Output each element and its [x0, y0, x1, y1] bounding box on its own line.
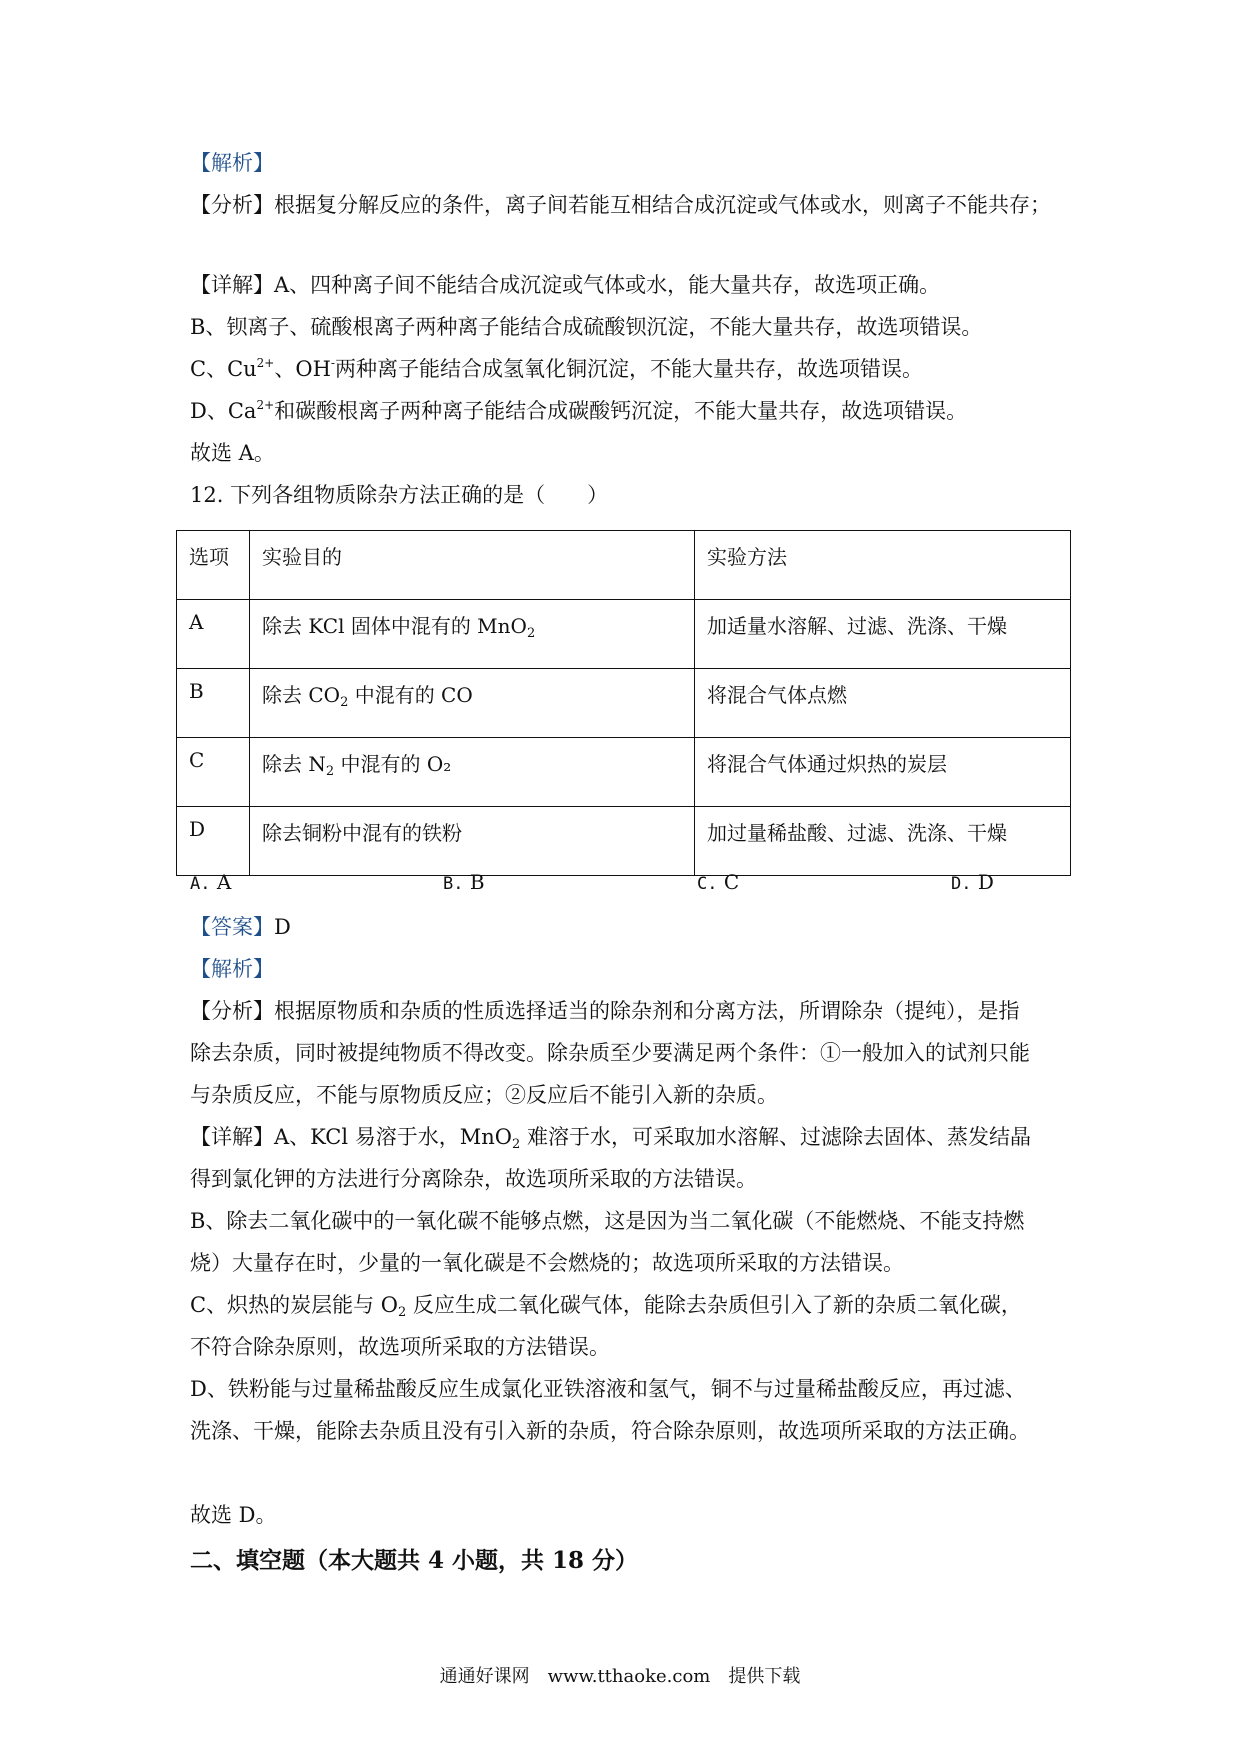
detail-c-post: 反应生成二氧化碳气体，能除去杂质但引入了新的杂质二氧化碳，: [406, 1293, 1022, 1317]
row-option: B: [177, 669, 250, 738]
options-table: [176, 530, 1071, 876]
row-goal: [250, 669, 695, 738]
detail-d-sup: 2+: [256, 398, 275, 412]
q12-conclusion: 故选 D。: [190, 1503, 277, 1527]
jiexi-label: 【解析】: [190, 151, 274, 175]
detail-a-line-1: [190, 1122, 1031, 1152]
detail-c-pre: C、Cu: [190, 357, 257, 381]
row-method: 加适量水溶解、过滤、洗涤、干燥: [695, 600, 1071, 669]
row-method: 将混合气体点燃: [695, 669, 1071, 738]
goal-post: 中混有的 CO: [348, 683, 473, 707]
detail-d-pre: D、Ca: [190, 399, 257, 423]
header-option: 选项: [177, 531, 250, 600]
prev-detail-c: [190, 354, 923, 384]
header-goal: 实验目的: [250, 531, 695, 600]
detail-b-line-2: 烧）大量存在时，少量的一氧化碳是不会燃烧的；故选项所采取的方法错误。: [190, 1251, 904, 1275]
jiexi-label-2: 【解析】: [190, 957, 274, 981]
choice-text: A: [216, 870, 232, 894]
detail-d-post: 和碳酸根离子两种离子能结合成碳酸钙沉淀，不能大量共存，故选项错误。: [274, 399, 968, 423]
choice-letter: C.: [697, 874, 718, 894]
detail-a-line-2: 得到氯化钾的方法进行分离除杂，故选项所采取的方法错误。: [190, 1167, 757, 1191]
table-row: [177, 738, 1071, 807]
detail-c-sup2: -: [330, 356, 335, 370]
analysis-tag: 【分析】: [190, 999, 274, 1023]
row-method: 将混合气体通过炽热的炭层: [695, 738, 1071, 807]
prev-detail-d: [190, 396, 967, 426]
prev-detail-b: B、钡离子、硫酸根离子两种离子能结合成硫酸钡沉淀，不能大量共存，故选项错误。: [190, 315, 983, 339]
table-header-row: [177, 531, 1071, 600]
detail-c-pre: C、炽热的炭层能与 O: [190, 1293, 398, 1317]
detail-c-line-1: [190, 1290, 1022, 1320]
analysis-text: 根据原物质和杂质的性质选择适当的除杂剂和分离方法，所谓除杂（提纯），是指: [274, 999, 1020, 1023]
goal-sub: 2: [526, 626, 536, 641]
table-row: [177, 669, 1071, 738]
prev-analysis: [190, 190, 1051, 220]
choice-letter: D.: [951, 874, 972, 894]
row-option: C: [177, 738, 250, 807]
goal-text: 除去铜粉中混有的铁粉: [262, 821, 462, 845]
detail-b-line-1: B、除去二氧化碳中的一氧化碳不能够点燃，这是因为当二氧化碳（不能燃烧、不能支持燃: [190, 1209, 1025, 1233]
goal-text: 除去 CO: [262, 683, 341, 707]
row-goal: [250, 600, 695, 669]
detail-c-sup: 2+: [256, 356, 275, 370]
answer-tag: 【答案】: [190, 915, 274, 939]
detail-a-post: 难溶于水，可采取加水溶解、过滤除去固体、蒸发结晶: [520, 1125, 1031, 1149]
choice-b[interactable]: [443, 870, 485, 894]
detail-tag: 【详解】: [190, 273, 274, 297]
detail-c-post: 两种离子能结合成氢氧化铜沉淀，不能大量共存，故选项错误。: [334, 357, 923, 381]
detail-c-sub: 2: [397, 1305, 407, 1320]
goal-post: 中混有的 O₂: [334, 752, 452, 776]
row-goal: [250, 738, 695, 807]
choice-c[interactable]: [697, 870, 739, 894]
row-goal: [250, 807, 695, 876]
detail-a-sub: 2: [512, 1137, 521, 1152]
choice-text: D: [977, 870, 994, 894]
analysis-tag: 【分析】: [190, 193, 274, 217]
answer-value: D: [274, 915, 291, 939]
goal-text: 除去 KCl 固体中混有的 MnO: [262, 614, 527, 638]
row-method: 加过量稀盐酸、过滤、洗涤、干燥: [695, 807, 1071, 876]
answer-line: [190, 912, 291, 942]
row-option: A: [177, 600, 250, 669]
choice-text: C: [723, 870, 740, 894]
detail-a-text: A、四种离子间不能结合成沉淀或气体或水，能大量共存，故选项正确。: [274, 273, 941, 297]
choice-letter: B.: [443, 874, 464, 894]
prev-detail-a: [190, 270, 940, 300]
choice-text: B: [469, 870, 485, 894]
choice-a[interactable]: [190, 870, 231, 894]
question-12-stem: 12. 下列各组物质除杂方法正确的是（ ）: [190, 483, 609, 507]
detail-c-mid: 、OH: [274, 357, 331, 381]
choice-letter: A.: [190, 874, 211, 894]
goal-sub: 2: [340, 695, 349, 710]
goal-text: 除去 N: [262, 752, 326, 776]
analysis-line-3: 与杂质反应，不能与原物质反应；②反应后不能引入新的杂质。: [190, 1083, 778, 1107]
analysis-text: 根据复分解反应的条件，离子间若能互相结合成沉淀或气体或水，则离子不能共存；: [274, 193, 1051, 217]
page-footer[interactable]: 通通好课网 www.tthaoke.com 提供下载: [439, 1666, 801, 1687]
prev-conclusion: 故选 A。: [190, 441, 275, 465]
section-title: 二、填空题（本大题共 4 小题，共 18 分）: [190, 1547, 639, 1574]
analysis-line-1: [190, 996, 1020, 1026]
choice-d[interactable]: [951, 870, 994, 894]
detail-d-line-1: D、铁粉能与过量稀盐酸反应生成氯化亚铁溶液和氢气，铜不与过量稀盐酸反应，再过滤、: [190, 1377, 1026, 1401]
detail-a-pre: A、KCl 易溶于水，MnO: [274, 1125, 512, 1149]
detail-c-line-2: 不符合除杂原则，故选项所采取的方法错误。: [190, 1335, 610, 1359]
detail-tag: 【详解】: [190, 1125, 274, 1149]
table-row: [177, 600, 1071, 669]
table-row: [177, 807, 1071, 876]
goal-sub: 2: [325, 764, 335, 779]
header-method: 实验方法: [695, 531, 1071, 600]
row-option: D: [177, 807, 250, 876]
detail-d-line-2: 洗涤、干燥，能除去杂质且没有引入新的杂质，符合除杂原则，故选项所采取的方法正确。: [190, 1419, 1030, 1443]
analysis-line-2: 除去杂质，同时被提纯物质不得改变。除杂质至少要满足两个条件：①一般加入的试剂只能: [190, 1041, 1030, 1065]
